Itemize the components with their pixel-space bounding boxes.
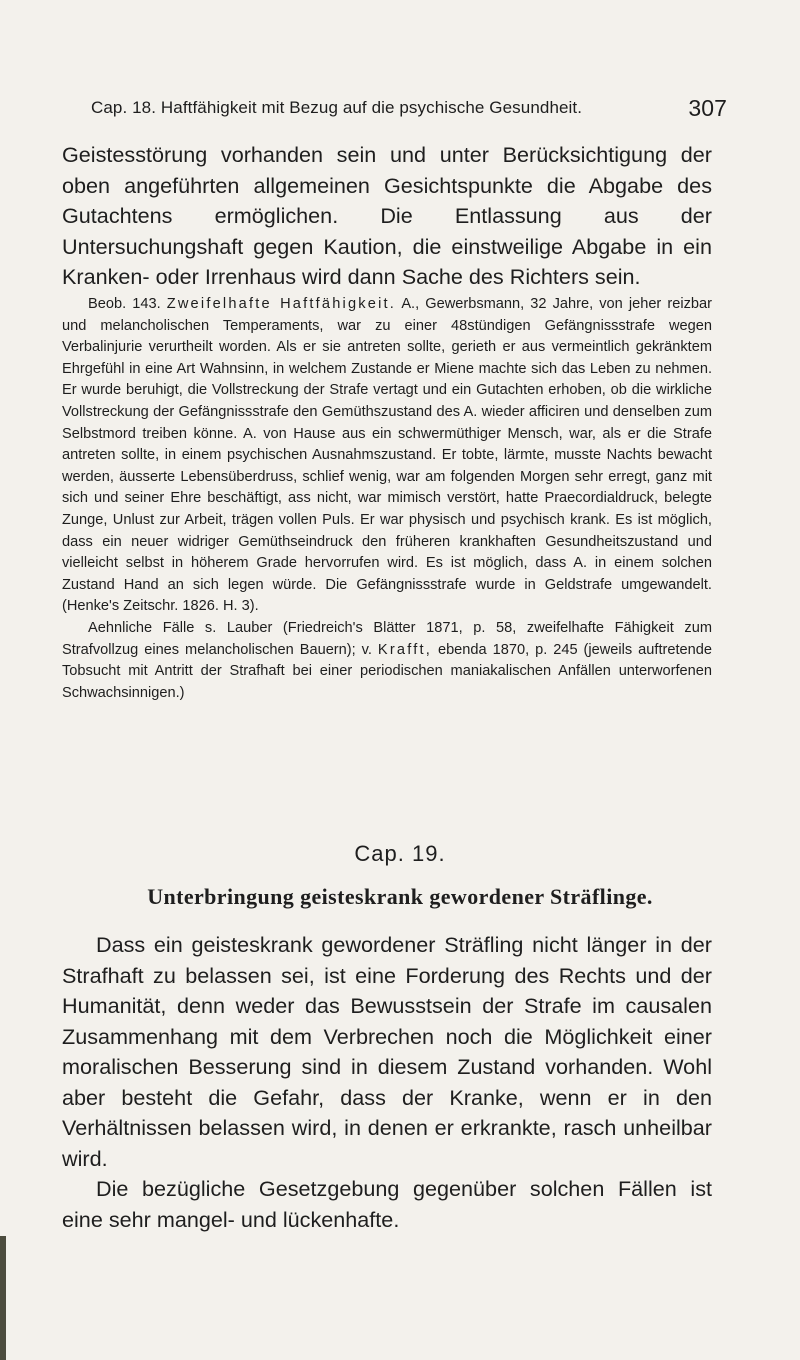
observation-143	[62, 294, 712, 618]
observation-block	[62, 294, 712, 704]
chapter-title: Unterbringung geisteskrank gewordener Sträflinge.	[147, 884, 653, 909]
observation-lead: Beob. 143.	[88, 296, 161, 312]
chapter-body	[62, 930, 712, 1235]
similar-cases-text-after: ebenda 1870, p. 245 (jeweils auftretende Tobsucht mit Antritt der Strafhaft bei einer periodischen maniakalischen Anfällen unterworfenen Schwachsinnigen.)	[62, 641, 712, 701]
running-head	[91, 95, 727, 121]
similar-cases-note	[62, 618, 712, 704]
running-title: Cap. 18. Haftfähigkeit mit Bezug auf die psychische Gesundheit.	[91, 98, 583, 117]
page-number: 307	[688, 95, 727, 121]
similar-cases-author: Krafft,	[377, 641, 432, 658]
chapter-number: Cap. 19.	[354, 841, 446, 866]
page-edge-shadow	[0, 1236, 6, 1360]
chapter-paragraph-2: Die bezügliche Gesetzgebung gegenüber solchen Fällen ist eine sehr mangel- und lückenhafte.	[62, 1176, 712, 1232]
observation-title: Zweifelhafte Haftfähigkeit.	[166, 296, 397, 312]
opening-paragraph-block	[62, 140, 712, 293]
opening-paragraph: Geistesstörung vorhanden sein und unter Berücksichtigung der oben angeführten allgemeinen Gesichtspunkte die Abgabe des Gutachtens ermöglichen. Die Entlassung aus der Untersuchungshaft gegen Kaution, die einstweilige Abgabe in ein Kranken- oder Irrenhaus wird dann Sache des Richters sein.	[62, 142, 712, 289]
similar-cases-text-before: Aehnliche Fälle s. Lauber (Friedreich's Blätter 1871, p. 58, zweifelhafte Fähigkeit zum Strafvollzug eines melancholischen Bauern); v.	[62, 619, 712, 658]
chapter-paragraph-1: Dass ein geisteskrank gewordener Sträfling nicht länger in der Strafhaft zu belassen sei, ist eine Forderung des Rechts und der Humanität, denn weder das Bewusstsein der Strafe im causalen Zusammenhang mit dem Verbrechen noch die Möglichkeit einer moralischen Besserung sind in diesem Zustand vorhanden. Wohl aber besteht die Gefahr, dass der Kranke, wenn er in den Verhältnissen belassen wird, in denen er erkrankte, rasch unheilbar wird.	[62, 932, 712, 1171]
observation-text: A., Gewerbsmann, 32 Jahre, von jeher reizbar und melancholischen Temperaments, war zu einer 48stündigen Gefängnissstrafe wegen Verbalinjurie verurtheilt worden. Als er sie antreten sollte, gerieth er aus vermeintlich gekränktem Ehrgefühl in eine Art Wahnsinn, in welchem Zustande er Miene machte sich das Leben zu nehmen. Er wurde beruhigt, die Vollstreckung der Strafe vertagt und ein Gutachten erhoben, ob die wirkliche Vollstreckung der Gefängnissstrafe den Gemüthszustand des A. wieder afficiren und denselben zum Selbstmord treiben könne. A. von Hause aus ein schwermüthiger Mensch, war, als er die Strafe antreten sollte, in einem psychischen Ausnahmszustand. Er tobte, lärmte, musste Nachts bewacht werden, äusserte Lebensüberdruss, schlief wenig, war am folgenden Morgen sehr erregt, ganz mit sich und seiner Ehre beschäftigt, ass nicht, war mimisch verstört, hatte Praecordialdruck, belegte Zunge, Unlust zur Arbeit, trägen vollen Puls. Er war physisch und psychisch krank. Es ist möglich, dass ein neuer widriger Gemüthseindruck den früheren krankhaften Gesundheitszustand und vielleicht selbst in höherem Grade hervorrufen wird. Es ist möglich, dass A. in einem solchen Zustand Hand an sich legen würde. Die Gefängnissstrafe wurde in Geldstrafe umgewandelt. (Henke's Zeitschr. 1826. H. 3).	[62, 296, 712, 615]
